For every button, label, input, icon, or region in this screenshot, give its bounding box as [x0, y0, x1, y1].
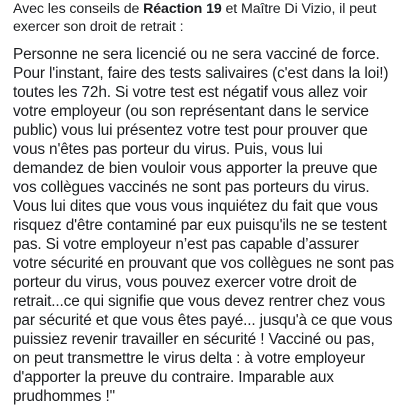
quote-line: puissiez revenir travailler en sécurité ! Vacciné ou pas,	[13, 331, 375, 348]
quote-line: vous n'êtes pas porteur du virus. Puis, vous lui	[13, 141, 323, 158]
post-intro	[13, 0, 394, 36]
quote-line: d'apporter la preuve du contraire. Imparable aux	[13, 369, 334, 386]
quote-line: votre sécurité en prouvant que vos collègues ne sont pas	[13, 255, 394, 272]
quote-line: risquez d'être contaminé par eux puisqu'ils ne se testent	[13, 217, 387, 234]
quote-line: retrait...ce qui signifie que vous devez rentrer chez vous	[13, 293, 385, 310]
quote-line: public) vous lui présentez votre test pour prouver que	[13, 122, 368, 139]
quote-line: toutes les 72h. Si votre test est négatif vous allez voir	[13, 84, 368, 101]
quote-line: on peut transmettre le virus delta : à votre employeur	[13, 350, 366, 367]
quote-line: pas. Si votre employeur n’est pas capable d’assurer	[13, 236, 359, 253]
intro-text-after: et Maître Di Vizio, il peut exercer son droit de retrait :	[13, 1, 377, 35]
quote-line: demandez de bien vouloir vous apporter la preuve que	[13, 160, 378, 177]
intro-text-before: Avec les conseils de	[13, 1, 144, 17]
quote-line: porteur du virus, vous pouvez exercer votre droit de	[13, 274, 357, 291]
quote-line: par sécurité et que vous êtes payé... jusqu'à ce que vous	[13, 312, 393, 329]
quote-line: prudhommes !"	[13, 388, 115, 405]
quoted-advice-text	[13, 36, 394, 406]
quote-line: votre employeur (ou son représentant dans le service	[13, 103, 369, 120]
quote-line: vos collègues vaccinés ne sont pas porteurs du virus.	[13, 179, 370, 196]
quote-line: Vous lui dites que vous vous inquiétez du fait que vous	[13, 198, 378, 215]
reaction19-mention[interactable]: Réaction 19	[143, 1, 222, 17]
quote-line: Personne ne sera licencié ou ne sera vacciné de force.	[13, 46, 380, 63]
quote-line: Pour l'instant, faire des tests salivaires (c'est dans la loi!)	[13, 65, 389, 82]
